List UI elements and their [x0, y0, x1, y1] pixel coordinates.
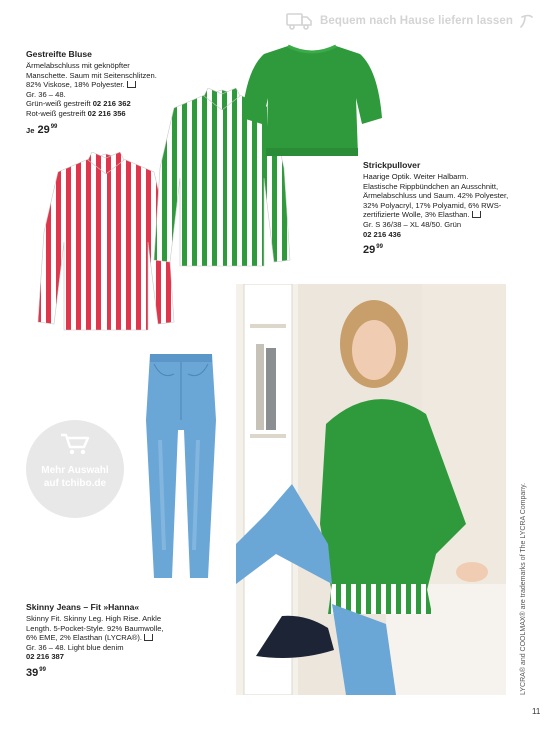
delivery-truck-icon [286, 12, 312, 30]
sweater-article: 02 216 436 [363, 229, 402, 239]
tchibo-logo [519, 14, 533, 28]
blouse-article-red: 02 216 356 [87, 108, 126, 118]
wash-care-icon [472, 211, 481, 218]
blouse-price: Je $29^{99}$ [26, 123, 58, 136]
blouse-sizes: Gr. 36 – 48. [26, 89, 66, 99]
jeans-line: Skinny Fit. Skinny Leg. High Rise. Ankle [26, 614, 162, 623]
blouse-title: Gestreifte Bluse [26, 49, 92, 59]
sweater-price: $29^{99}$ [363, 244, 383, 257]
jeans-description [26, 602, 164, 679]
blouse-variant-red: Rot-weiß gestreift 02 216 356 [26, 108, 126, 118]
blouse-description [26, 49, 157, 137]
jeans-title: Skinny Jeans – Fit »Hanna« [26, 602, 140, 612]
blouse-variant-green: Grün-weiß gestreift 02 216 362 [26, 99, 131, 109]
blouse-article-green: 02 216 362 [92, 99, 131, 109]
jeans-sizes: Gr. 36 – 48. Light blue denim [26, 642, 124, 652]
sweater-material: zertifizierte Wolle, 3% Elasthan. [363, 210, 508, 220]
blouse-line: Ärmelabschluss mit geknöpfter [26, 61, 130, 70]
model-photo [236, 284, 506, 695]
more-selection-bubble[interactable] [26, 420, 124, 518]
delivery-banner [286, 10, 548, 32]
jeans-article: 02 216 387 [26, 652, 65, 662]
sweater-line: Ärmelabschluss und Saum. 42% Polyester, [363, 191, 509, 201]
page-number: 11 [532, 707, 541, 716]
sweater-description [363, 160, 508, 256]
wash-care-icon [127, 81, 136, 88]
wash-care-icon [144, 634, 153, 641]
trademark-note: LYCRA® and COOLMAX® are trademarks of The LYCRA Company. [520, 482, 527, 695]
sweater-line: 32% Polyacryl, 17% Polyamid, 6% RWS- [363, 200, 502, 210]
blouse-material: 82% Viskose, 18% Polyester. [26, 80, 157, 90]
blouse-line: Manschette. Saum mit Seitenschlitzen. [26, 70, 157, 80]
sweater-title: Strickpullover [363, 160, 421, 170]
jeans-line: Length. 5-Pocket-Style. 92% Baumwolle, [26, 623, 164, 633]
skinny-jeans-image[interactable] [144, 350, 218, 582]
banner-text: Bequem nach Hause liefern lassen [320, 15, 514, 27]
sweater-sizes: Gr. S 36/38 – XL 48/50. Grün [363, 219, 462, 229]
more-selection-text: Mehr Auswahl auf tchibo.de [41, 465, 109, 489]
green-sweater-image[interactable] [240, 40, 384, 158]
sweater-line: Elastische Rippbündchen an Ausschnitt, [363, 181, 499, 191]
jeans-price: $39^{99}$ [26, 666, 46, 679]
shopping-cart-icon [59, 432, 91, 456]
jeans-material: 6% EME, 2% Elasthan (LYCRA®). [26, 633, 164, 643]
sweater-line: Haarige Optik. Weiter Halbarm. [363, 172, 469, 181]
